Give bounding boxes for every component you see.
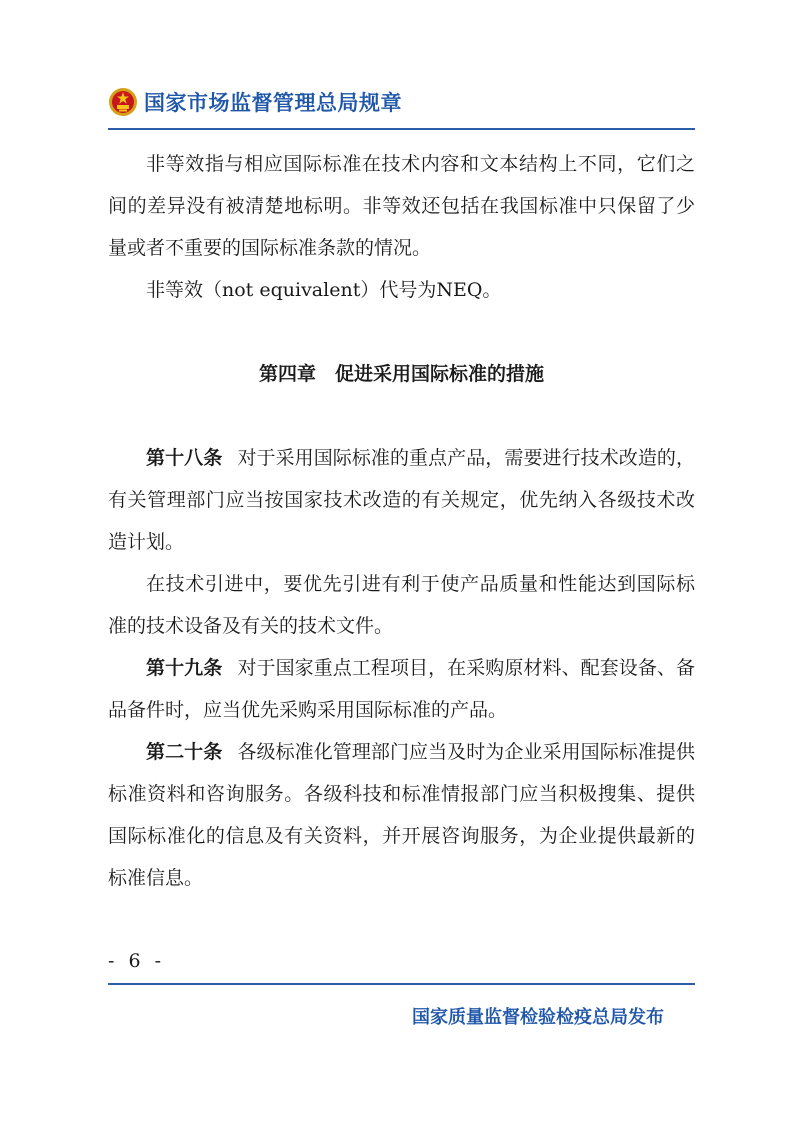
footer-publisher: 国家质量监督检验检疫总局发布 <box>412 1007 664 1028</box>
article-paragraph <box>108 731 695 899</box>
page-header <box>108 82 402 122</box>
national-emblem-icon <box>108 87 138 117</box>
document-body <box>108 143 695 899</box>
chapter-title: 第四章 促进采用国际标准的措施 <box>258 363 544 385</box>
article-number: 第十八条 <box>146 447 223 469</box>
article-number: 第十九条 <box>146 657 223 679</box>
paragraph: 非等效（not equivalent）代号为NEQ。 <box>146 279 502 301</box>
article-paragraph <box>108 647 695 731</box>
header-title: 国家市场监督管理总局规章 <box>144 91 402 115</box>
article-paragraph <box>108 437 695 563</box>
article-text: 对于国家重点工程项目，在采购原材料、配套设备、备品备件时，应当优先采购采用国际标准的产品。 <box>108 657 695 721</box>
page-number: - 6 - <box>108 950 166 972</box>
header-divider <box>108 128 695 130</box>
footer-divider <box>108 983 695 985</box>
paragraph: 非等效指与相应国际标准在技术内容和文本结构上不同，它们之间的差异没有被清楚地标明。非等效还包括在我国标准中只保留了少量或者不重要的国际标准条款的情况。 <box>108 153 695 259</box>
article-text: 对于采用国际标准的重点产品，需要进行技术改造的，有关管理部门应当按国家技术改造的有关规定，优先纳入各级技术改造计划。 <box>108 447 695 553</box>
article-text: 各级标准化管理部门应当及时为企业采用国际标准提供标准资料和咨询服务。各级科技和标准情报部门应当积极搜集、提供国际标准化的信息及有关资料，并开展咨询服务，为企业提供最新的标准信息。 <box>108 741 695 889</box>
article-paragraph <box>108 563 695 647</box>
article-number: 第二十条 <box>146 741 223 763</box>
article-text: 在技术引进中，要优先引进有利于使产品质量和性能达到国际标准的技术设备及有关的技术文件。 <box>108 573 695 637</box>
